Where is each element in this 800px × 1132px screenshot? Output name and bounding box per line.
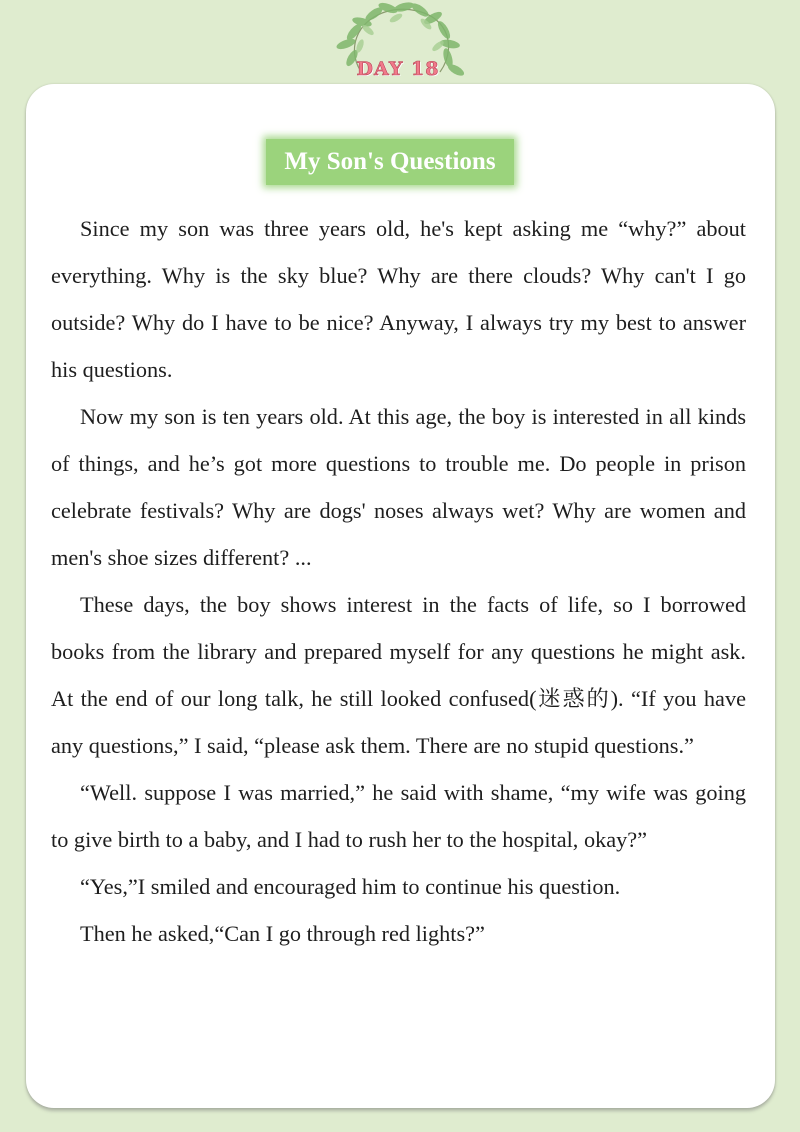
paragraph-1: Since my son was three years old, he's kept asking me “why?” about everything. Why is the sky blue? Why are there clouds? Why can't I go outside? Why do I have to be nice? Anyway, I always try my best to answer his questions. [51,216,746,382]
paragraph-4: “Well. suppose I was married,” he said with shame, “my wife was going to give birth to a baby, and I had to rush her to the hospital, okay?” [51,780,746,852]
title-banner [266,139,514,185]
paragraph-3: These days, the boy shows interest in the facts of life, so I borrowed books from the library and prepared myself for any questions he might ask. At the end of our long talk, he still looked confused(迷惑的). “If you have any questions,” I said, “please ask them. There are no stupid questions.” [51,592,746,758]
article-body [51,205,746,957]
paragraph-6: Then he asked,“Can I go through red lights?” [80,921,485,946]
paragraph-5: “Yes,”I smiled and encouraged him to continue his question. [80,874,621,899]
day-badge: DAY 18 [356,58,440,80]
paragraph-2: Now my son is ten years old. At this age, the boy is interested in all kinds of things, and he’s got more questions to trouble me. Do people in prison celebrate festivals? Why are dogs' noses always wet? Why are women and men's shoe sizes different? ... [51,404,746,570]
article-title: My Son's Questions [284,148,496,175]
